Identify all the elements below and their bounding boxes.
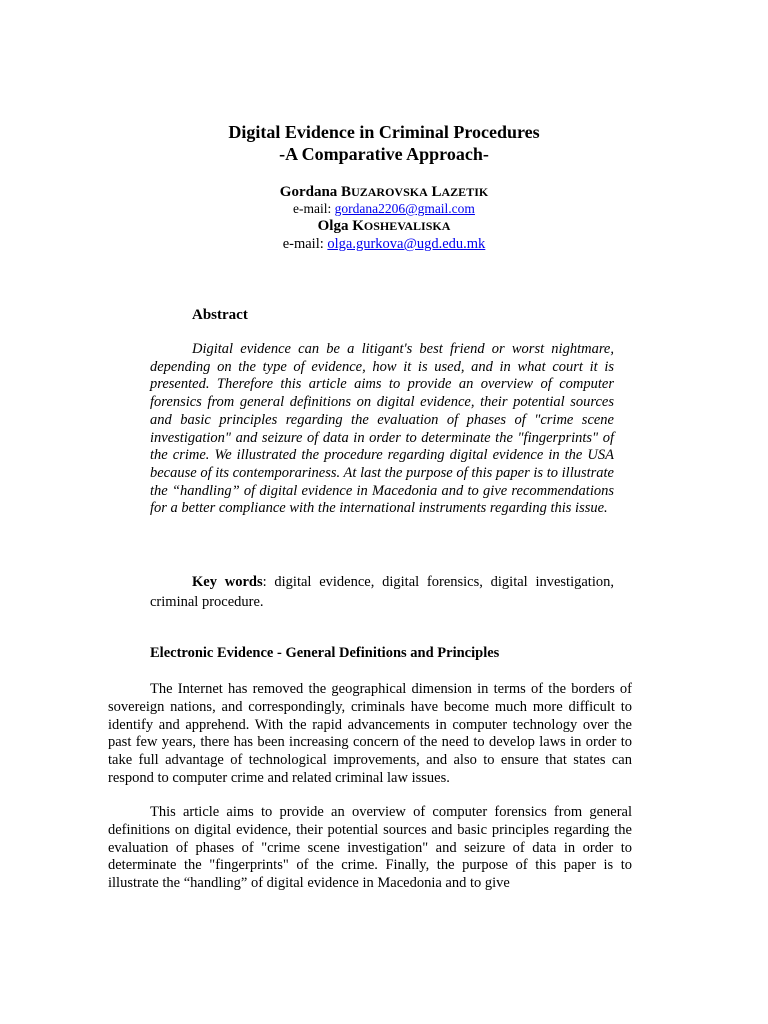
- section-heading: Electronic Evidence - General Definitions and Principles: [150, 645, 500, 661]
- author-2-email-label: e-mail:: [282, 236, 324, 252]
- keywords-text: : digital evidence, digital forensics, digital investigation, criminal procedure.: [150, 574, 614, 610]
- author-2-surname-initial: K: [352, 218, 364, 234]
- author-1-surname-1-rest: UZAROVSKA: [351, 185, 428, 199]
- keywords-label: Key words: [192, 574, 263, 590]
- paper-subtitle: -A Comparative Approach-: [279, 144, 489, 164]
- author-1-email-label: e-mail:: [293, 201, 332, 216]
- author-1-surname-2-initial: L: [431, 184, 442, 200]
- author-2-email-link[interactable]: olga.gurkova@ugd.edu.mk: [327, 236, 486, 252]
- abstract-heading: Abstract: [192, 307, 248, 323]
- author-1-surname-1-initial: B: [341, 184, 352, 200]
- author-1-name: [0, 183, 768, 201]
- author-1-email-link[interactable]: gordana2206@gmail.com: [334, 201, 475, 216]
- author-2-email-line: [0, 236, 768, 252]
- author-2-surname-rest: OSHEVALISKA: [363, 219, 451, 233]
- abstract-text: Digital evidence can be a litigant's best friend or worst nightmare, depending on the type of evidence, how it is used, and in what court it is presented. Therefore this article aims to provide an overview of computer forensics from general definitions on digital evidence, their potential sources and basic principles regarding the evaluation of phases of "crime scene investigation" and seizure of data in order to determinate the "fingerprints" of the crime. We illustrated the procedure regarding digital evidence in the USA because of its contemporariness. At last the purpose of this paper is to illustrate the “handling” of digital evidence in Macedonia and to give recommendations for a better compliance with the international instruments regarding this issue.: [150, 341, 614, 517]
- author-2-name: [0, 217, 768, 235]
- paper-title-line-1: Digital Evidence in Criminal Procedures: [228, 122, 540, 142]
- author-1-surname-2-rest: AZETIK: [441, 185, 489, 199]
- author-1-first-name: Gordana: [279, 184, 338, 200]
- keywords-paragraph: [150, 572, 614, 612]
- author-1-email-line: [0, 201, 768, 217]
- body-paragraph-1: The Internet has removed the geographical dimension in terms of the borders of sovereign nations, and correspondingly, criminals have become much more difficult to identify and apprehend. With the rapid advancements in computer technology over the past few years, there has been increasing concern of the need to develop laws in order to take full advantage of technological improvements, and also to ensure that states can respond to computer crime and related criminal law issues.: [108, 681, 632, 786]
- body-paragraph-2: This article aims to provide an overview of computer forensics from general definitions on digital evidence, their potential sources and basic principles regarding the evaluation of phases of "crime scene investigation" and seizure of data in order to determinate the "fingerprints" of the crime. Finally, the purpose of this paper is to illustrate the “handling” of digital evidence in Macedonia and to give: [108, 804, 632, 892]
- author-2-first-name: Olga: [317, 218, 349, 234]
